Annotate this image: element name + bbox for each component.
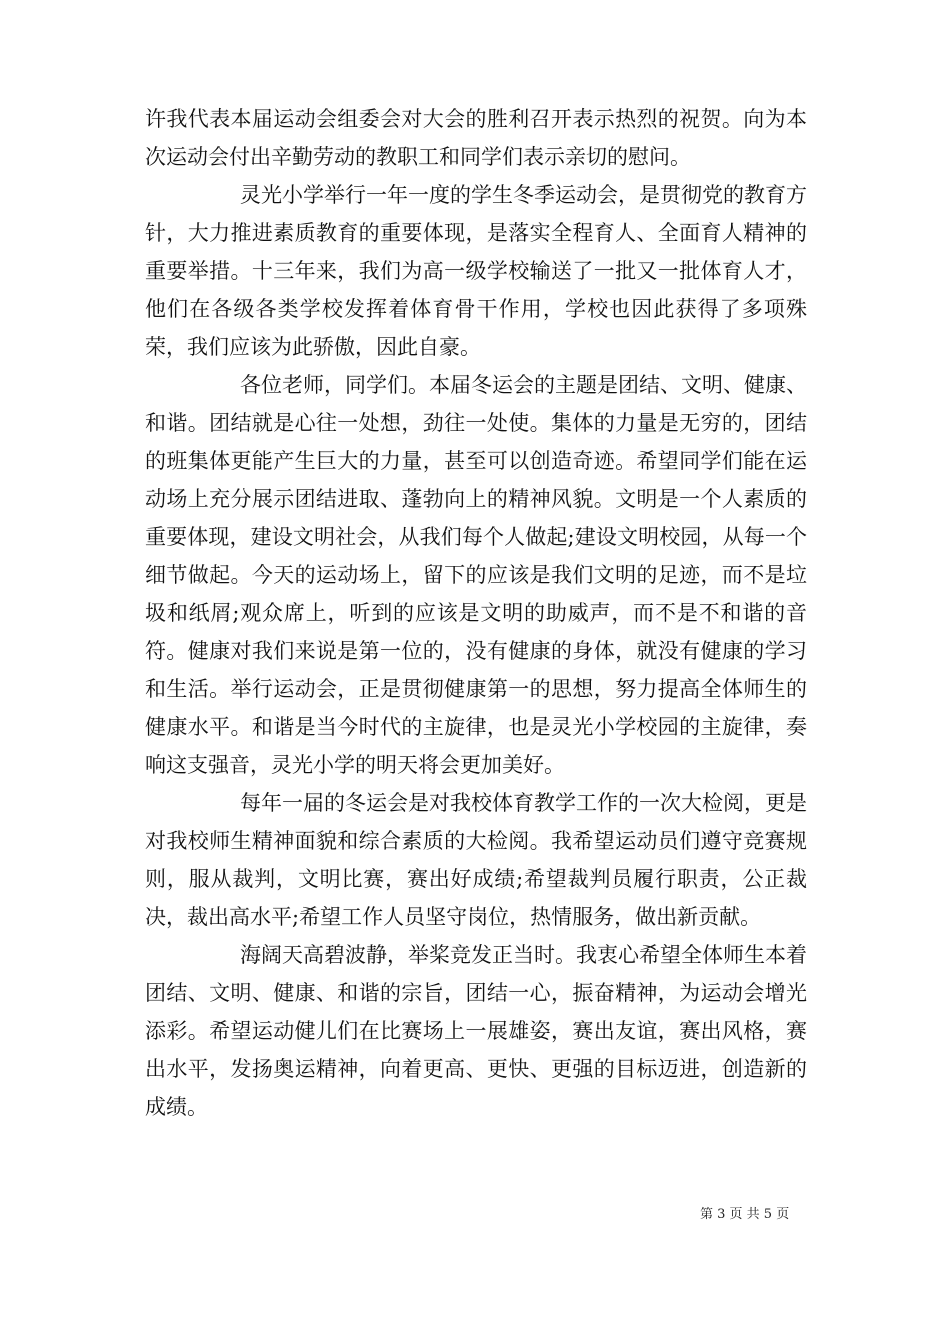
paragraph-5: 海阔天高碧波静，举桨竞发正当时。我衷心希望全体师生本着团结、文明、健康、和谐的宗旨，团结一心，振奋精神，为运动会增光添彩。希望运动健儿们在比赛场上一展雄姿，赛出友谊，赛出风格，赛出水平，发扬奥运精神，向着更高、更快、更强的目标迈进，创造新的成绩。 [145, 943, 807, 1119]
document-body [145, 100, 807, 1126]
paragraph-3: 各位老师，同学们。本届冬运会的主题是团结、文明、健康、和谐。团结就是心往一处想，劲往一处使。集体的力量是无穷的，团结的班集体更能产生巨大的力量，甚至可以创造奇迹。希望同学们能在运动场上充分展示团结进取、蓬勃向上的精神风貌。文明是一个人素质的重要体现，建设文明社会，从我们每个人做起;建设文明校园，从每一个细节做起。今天的运动场上，留下的应该是我们文明的足迹，而不是垃圾和纸屑;观众席上，听到的应该是文明的助威声，而不是不和谐的音符。健康对我们来说是第一位的，没有健康的身体，就没有健康的学习和生活。举行运动会，正是贯彻健康第一的思想，努力提高全体师生的健康水平。和谐是当今时代的主旋律，也是灵光小学校园的主旋律，奏响这支强音，灵光小学的明天将会更加美好。 [145, 373, 807, 777]
paragraph-1: 许我代表本届运动会组委会对大会的胜利召开表示热烈的祝贺。向为本次运动会付出辛勤劳动的教职工和同学们表示亲切的慰问。 [145, 107, 807, 169]
paragraph-4: 每年一届的冬运会是对我校体育教学工作的一次大检阅，更是对我校师生精神面貌和综合素质的大检阅。我希望运动员们遵守竞赛规则，服从裁判，文明比赛，赛出好成绩;希望裁判员履行职责，公正裁决，裁出高水平;希望工作人员坚守岗位，热情服务，做出新贡献。 [145, 791, 807, 929]
page-number: 第 3 页 共 5 页 [700, 1207, 790, 1222]
paragraph-2: 灵光小学举行一年一度的学生冬季运动会，是贯彻党的教育方针，大力推进素质教育的重要体现，是落实全程育人、全面育人精神的重要举措。十三年来，我们为高一级学校输送了一批又一批体育人才，他们在各级各类学校发挥着体育骨干作用，学校也因此获得了多项殊荣，我们应该为此骄傲，因此自豪。 [145, 183, 807, 359]
